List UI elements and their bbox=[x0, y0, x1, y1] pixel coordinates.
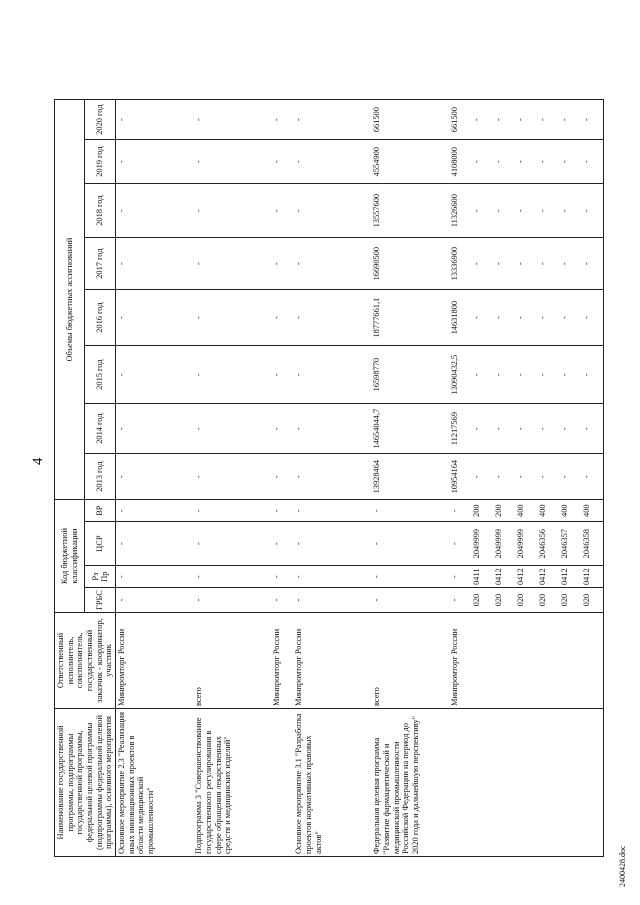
row-responsible: Минпромторг России bbox=[271, 613, 293, 709]
table-row bbox=[515, 100, 537, 857]
row-code: - bbox=[271, 500, 293, 522]
row-code: 400 bbox=[581, 500, 603, 522]
row-value: - bbox=[115, 184, 193, 238]
header-year: 2014 год bbox=[85, 404, 115, 454]
row-value: - bbox=[293, 290, 371, 346]
row-responsible: Минпромторг России bbox=[293, 613, 371, 709]
header-year: 2019 год bbox=[85, 140, 115, 184]
row-responsible bbox=[493, 613, 515, 709]
row-value: - bbox=[193, 404, 271, 454]
row-value: - bbox=[471, 184, 493, 238]
row-responsible bbox=[581, 613, 603, 709]
page-number: 4 bbox=[30, 457, 46, 465]
row-value: - bbox=[471, 140, 493, 184]
row-value: - bbox=[515, 140, 537, 184]
row-responsible: всего bbox=[371, 613, 449, 709]
row-code: - bbox=[193, 566, 271, 588]
row-value: - bbox=[537, 140, 559, 184]
table-row bbox=[537, 100, 559, 857]
row-code: 020 bbox=[515, 588, 537, 613]
row-code: - bbox=[371, 522, 449, 566]
row-value: - bbox=[271, 404, 293, 454]
table-row bbox=[293, 100, 371, 857]
row-value: - bbox=[193, 290, 271, 346]
row-value: - bbox=[537, 184, 559, 238]
row-value: 16690500 bbox=[371, 238, 449, 290]
row-code: 400 bbox=[537, 500, 559, 522]
header-year: 2016 год bbox=[85, 290, 115, 346]
header-year: 2013 год bbox=[85, 454, 115, 500]
row-code: - bbox=[115, 588, 193, 613]
row-value: - bbox=[559, 140, 581, 184]
row-value: - bbox=[293, 238, 371, 290]
row-value: - bbox=[581, 100, 603, 140]
row-value: - bbox=[293, 346, 371, 404]
row-code: 020 bbox=[471, 588, 493, 613]
row-value: - bbox=[193, 346, 271, 404]
row-value: - bbox=[293, 100, 371, 140]
row-code: - bbox=[115, 522, 193, 566]
row-value: 16598770 bbox=[371, 346, 449, 404]
row-value: - bbox=[293, 454, 371, 500]
row-value: 11326600 bbox=[449, 184, 471, 238]
row-name bbox=[271, 709, 293, 857]
table-row bbox=[371, 100, 449, 857]
row-value: - bbox=[271, 290, 293, 346]
row-value: - bbox=[471, 100, 493, 140]
row-responsible bbox=[515, 613, 537, 709]
row-code: - bbox=[371, 588, 449, 613]
row-value: - bbox=[581, 184, 603, 238]
row-value: - bbox=[293, 184, 371, 238]
row-value: - bbox=[537, 454, 559, 500]
row-value: - bbox=[537, 290, 559, 346]
row-value: - bbox=[493, 454, 515, 500]
table-row bbox=[493, 100, 515, 857]
row-value: - bbox=[581, 290, 603, 346]
row-code: - bbox=[371, 500, 449, 522]
row-value: - bbox=[559, 238, 581, 290]
row-value: - bbox=[581, 346, 603, 404]
row-value: - bbox=[493, 290, 515, 346]
row-value: 11217569 bbox=[449, 404, 471, 454]
row-code: - bbox=[293, 500, 371, 522]
row-code: - bbox=[371, 566, 449, 588]
row-value: - bbox=[193, 454, 271, 500]
row-value: - bbox=[493, 346, 515, 404]
row-code: 2046357 bbox=[559, 522, 581, 566]
row-value: - bbox=[537, 100, 559, 140]
row-value: - bbox=[271, 454, 293, 500]
row-responsible: всего bbox=[193, 613, 271, 709]
row-code: - bbox=[293, 588, 371, 613]
row-code: - bbox=[293, 566, 371, 588]
row-value: - bbox=[271, 184, 293, 238]
row-code: 0412 bbox=[515, 566, 537, 588]
row-code: 0411 bbox=[471, 566, 493, 588]
header-year: 2017 год bbox=[85, 238, 115, 290]
row-value: - bbox=[293, 140, 371, 184]
row-value: 18777661,1 bbox=[371, 290, 449, 346]
header-code: ГРБС bbox=[85, 588, 115, 613]
row-value: 4554900 bbox=[371, 140, 449, 184]
row-value: - bbox=[537, 404, 559, 454]
row-value: 13090432,5 bbox=[449, 346, 471, 404]
row-value: - bbox=[193, 100, 271, 140]
row-name bbox=[449, 709, 471, 857]
row-code: - bbox=[449, 500, 471, 522]
table-row bbox=[559, 100, 581, 857]
table-row bbox=[581, 100, 603, 857]
table-row bbox=[115, 100, 193, 857]
row-value: - bbox=[559, 184, 581, 238]
row-responsible bbox=[471, 613, 493, 709]
row-code: 0412 bbox=[537, 566, 559, 588]
row-value: 13557600 bbox=[371, 184, 449, 238]
row-name: Основное мероприятие 3.1 "Разработка проектов нормативных правовых актов" bbox=[293, 709, 371, 857]
row-code: - bbox=[271, 566, 293, 588]
row-value: - bbox=[271, 238, 293, 290]
table-body bbox=[115, 100, 603, 857]
row-value: 661500 bbox=[449, 100, 471, 140]
row-value: - bbox=[515, 346, 537, 404]
row-value: - bbox=[115, 404, 193, 454]
row-value: - bbox=[193, 184, 271, 238]
row-value: - bbox=[537, 346, 559, 404]
row-value: - bbox=[115, 100, 193, 140]
header-code: ЦСР bbox=[85, 522, 115, 566]
row-value: - bbox=[493, 404, 515, 454]
table-row bbox=[449, 100, 471, 857]
row-value: 4108000 bbox=[449, 140, 471, 184]
row-value: 14631800 bbox=[449, 290, 471, 346]
header-volume-group: Объемы бюджетных ассигнований bbox=[55, 100, 85, 500]
row-value: - bbox=[559, 346, 581, 404]
row-value: - bbox=[581, 454, 603, 500]
row-value: 661500 bbox=[371, 100, 449, 140]
row-value: - bbox=[471, 238, 493, 290]
row-value: - bbox=[471, 290, 493, 346]
row-code: 0412 bbox=[559, 566, 581, 588]
row-value: - bbox=[493, 238, 515, 290]
row-name bbox=[471, 709, 493, 857]
row-value: - bbox=[559, 100, 581, 140]
row-code: 200 bbox=[471, 500, 493, 522]
row-value: 13928464 bbox=[371, 454, 449, 500]
row-value: - bbox=[515, 100, 537, 140]
row-value: - bbox=[581, 140, 603, 184]
row-value: - bbox=[193, 140, 271, 184]
row-code: - bbox=[193, 500, 271, 522]
header-year: 2018 год bbox=[85, 184, 115, 238]
row-responsible: Минпромторг России bbox=[115, 613, 193, 709]
row-code: - bbox=[271, 588, 293, 613]
row-name: Федеральная целевая программа "Развитие фармацевтической и медицинской промышленности Российской Федерации на период до 2020 года и дальнейшую перспективу" bbox=[371, 709, 449, 857]
row-value: - bbox=[471, 404, 493, 454]
row-name bbox=[581, 709, 603, 857]
row-responsible bbox=[537, 613, 559, 709]
row-value: - bbox=[493, 140, 515, 184]
row-value: - bbox=[271, 100, 293, 140]
row-value: - bbox=[271, 140, 293, 184]
row-value: - bbox=[537, 238, 559, 290]
row-value: - bbox=[293, 404, 371, 454]
row-code: - bbox=[271, 522, 293, 566]
row-code: - bbox=[449, 566, 471, 588]
row-value: - bbox=[115, 140, 193, 184]
row-value: 14654044,7 bbox=[371, 404, 449, 454]
header-year: 2015 год bbox=[85, 346, 115, 404]
row-code: 2049999 bbox=[515, 522, 537, 566]
footer-filename: 2400428.doc bbox=[618, 845, 627, 887]
header-code: Рз Пр bbox=[85, 566, 115, 588]
row-value: - bbox=[559, 454, 581, 500]
row-code: - bbox=[115, 500, 193, 522]
row-code: 0412 bbox=[581, 566, 603, 588]
table-row bbox=[193, 100, 271, 857]
row-value: - bbox=[115, 346, 193, 404]
row-name bbox=[493, 709, 515, 857]
row-value: - bbox=[559, 290, 581, 346]
row-value: - bbox=[493, 184, 515, 238]
row-value: - bbox=[515, 238, 537, 290]
row-value: - bbox=[115, 238, 193, 290]
header-name: Наименование государственной программы, подпрограммы государственной программы, федеральной целевой программы (подпрограммы федеральной целевой программы), основного мероприятия bbox=[55, 709, 116, 857]
row-code: 400 bbox=[515, 500, 537, 522]
row-value: - bbox=[515, 454, 537, 500]
row-code: 0412 bbox=[493, 566, 515, 588]
row-value: - bbox=[471, 346, 493, 404]
row-value: - bbox=[581, 238, 603, 290]
row-code: 020 bbox=[559, 588, 581, 613]
row-responsible bbox=[559, 613, 581, 709]
row-code: 2049999 bbox=[471, 522, 493, 566]
row-value: - bbox=[515, 184, 537, 238]
table-row bbox=[471, 100, 493, 857]
row-code: - bbox=[193, 522, 271, 566]
row-code: 020 bbox=[537, 588, 559, 613]
row-name bbox=[537, 709, 559, 857]
row-name bbox=[559, 709, 581, 857]
row-value: - bbox=[559, 404, 581, 454]
header-code: ВР bbox=[85, 500, 115, 522]
row-responsible: Минпромторг России bbox=[449, 613, 471, 709]
row-code: 200 bbox=[493, 500, 515, 522]
row-value: 13336900 bbox=[449, 238, 471, 290]
row-code: 400 bbox=[559, 500, 581, 522]
row-value: 10954164 bbox=[449, 454, 471, 500]
row-value: - bbox=[515, 404, 537, 454]
row-value: - bbox=[471, 454, 493, 500]
header-responsible: Ответственный исполнитель, соисполнитель, государственный заказчик - координатор, участник bbox=[55, 613, 116, 709]
row-value: - bbox=[115, 454, 193, 500]
row-name: Основное мероприятие 2.3 "Реализация иных инновационных проектов в области медицинской промышленности" bbox=[115, 709, 193, 857]
row-code: - bbox=[449, 522, 471, 566]
row-value: - bbox=[493, 100, 515, 140]
row-name bbox=[515, 709, 537, 857]
row-code: 2046356 bbox=[537, 522, 559, 566]
row-value: - bbox=[271, 346, 293, 404]
header-year: 2020 год bbox=[85, 100, 115, 140]
row-value: - bbox=[193, 238, 271, 290]
row-code: - bbox=[449, 588, 471, 613]
row-value: - bbox=[115, 290, 193, 346]
row-code: 2049999 bbox=[493, 522, 515, 566]
row-value: - bbox=[515, 290, 537, 346]
row-code: 020 bbox=[581, 588, 603, 613]
row-code: 020 bbox=[493, 588, 515, 613]
row-code: - bbox=[115, 566, 193, 588]
table-row bbox=[271, 100, 293, 857]
row-value: - bbox=[581, 404, 603, 454]
row-name: Подпрограмма 3 "Совершенствование государственного регулирования в сфере обращения лекарственных средств и медицинских изделий" bbox=[193, 709, 271, 857]
header-code-group: Код бюджетной классификации bbox=[55, 500, 85, 613]
row-code: - bbox=[293, 522, 371, 566]
row-code: - bbox=[193, 588, 271, 613]
budget-table bbox=[54, 99, 604, 857]
row-code: 2046358 bbox=[581, 522, 603, 566]
